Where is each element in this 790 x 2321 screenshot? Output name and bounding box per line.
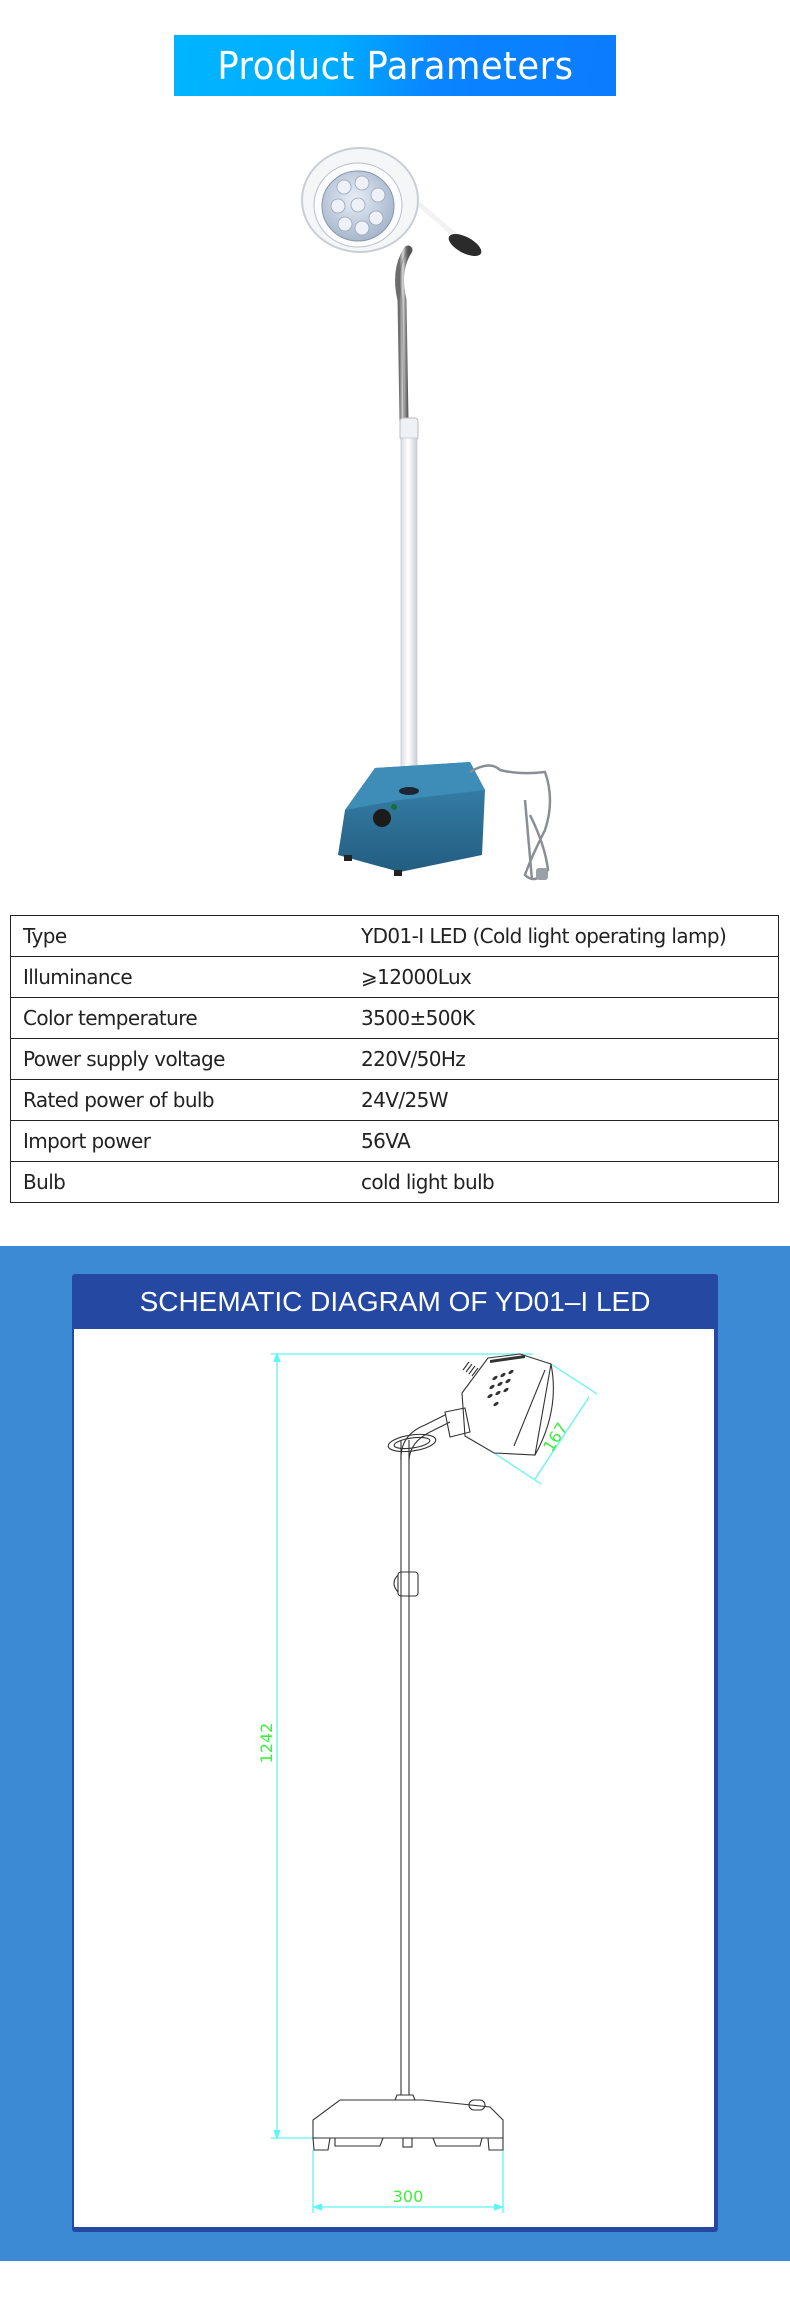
product-photo (300, 135, 600, 895)
product-parameters-title: Product Parameters (216, 43, 574, 88)
spec-label: Type (11, 916, 346, 957)
table-row (11, 916, 779, 957)
table-row (11, 957, 779, 998)
schematic-header (72, 1274, 718, 1329)
spec-label: Color temperature (11, 998, 346, 1039)
base-width-dimension-label: 300 (392, 2187, 424, 2206)
lamp-line-drawing (74, 1329, 714, 2227)
head-dimension-label: 167 (539, 1419, 572, 1456)
schematic-section (0, 1246, 790, 2261)
schematic-title: SCHEMATIC DIAGRAM OF YD01–I LED (139, 1285, 651, 1317)
spec-table (10, 915, 779, 1203)
spec-label: Import power (11, 1121, 346, 1162)
spec-value: cold light bulb (345, 1162, 779, 1203)
table-row (11, 1080, 779, 1121)
spec-value: 3500±500K (345, 998, 779, 1039)
spec-value: 56VA (345, 1121, 779, 1162)
spec-value: YD01-I LED (Cold light operating lamp) (345, 916, 779, 957)
table-row (11, 998, 779, 1039)
schematic-drawing (74, 1329, 714, 2227)
spec-label: Rated power of bulb (11, 1080, 346, 1121)
table-row (11, 1039, 779, 1080)
schematic-frame (72, 1274, 718, 2232)
spec-value: 220V/50Hz (345, 1039, 779, 1080)
table-row (11, 1121, 779, 1162)
product-parameters-banner (174, 35, 616, 96)
spec-value: ⩾12000Lux (345, 957, 779, 998)
spec-label: Illuminance (11, 957, 346, 998)
spec-value: 24V/25W (345, 1080, 779, 1121)
height-dimension-label: 1242 (257, 1722, 276, 1764)
spec-label: Power supply voltage (11, 1039, 346, 1080)
spec-label: Bulb (11, 1162, 346, 1203)
table-row (11, 1162, 779, 1203)
